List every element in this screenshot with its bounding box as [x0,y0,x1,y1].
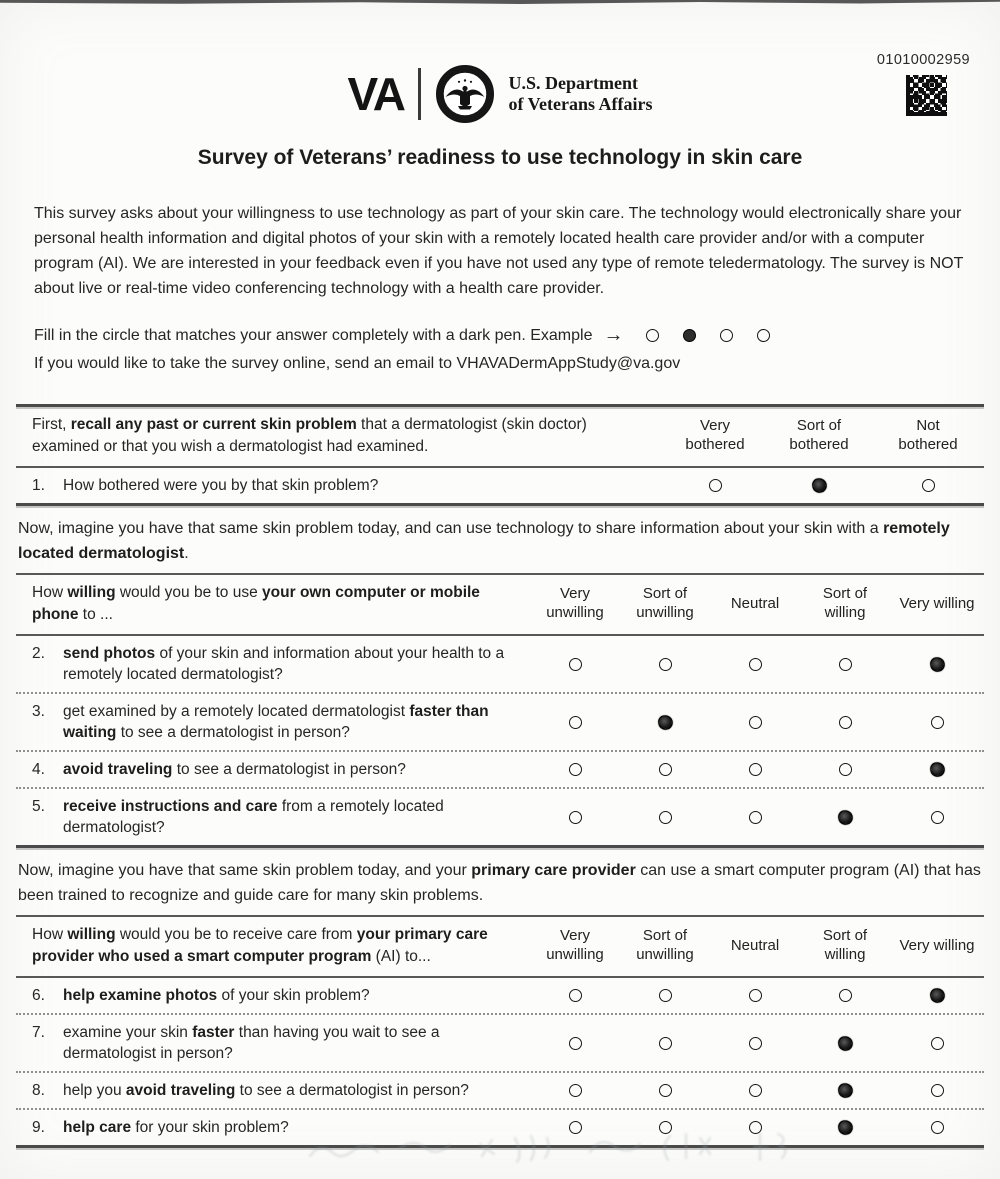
question-number: 1. [32,477,45,494]
rule [16,845,984,848]
question-text: help you avoid traveling to see a dermatologist in person? [63,1082,469,1099]
answer-circle[interactable] [922,479,935,492]
answer-circle[interactable] [749,1037,762,1050]
answer-circle[interactable] [839,658,852,671]
instructions [34,324,968,373]
answer-circle[interactable] [659,1037,672,1050]
section3-prompt: How willing would you be to receive care from your primary care provider who used a smart computer program (AI) to... [32,926,488,965]
question-number: 4. [32,761,45,778]
answer-circle[interactable] [931,716,944,729]
column-header: Very willing [899,594,975,612]
column-header: Very unwilling [546,585,604,621]
question-text: examine your skin faster than having you wait to see a dermatologist in person? [63,1024,440,1062]
column-header: Very unwilling [546,927,604,963]
answer-circle[interactable] [839,989,852,1002]
section2-header [16,575,984,634]
page-title: Survey of Veterans’ readiness to use technology in skin care [197,146,803,169]
question-row-5 [16,789,984,845]
answer-circle[interactable] [749,989,762,1002]
answer-circle[interactable] [569,716,582,729]
question-text: How bothered were you by that skin problem? [63,477,379,494]
column-header: Sort of unwilling [636,927,694,963]
va-logo [0,0,1000,126]
rule [16,503,984,506]
answer-circle[interactable] [929,987,945,1003]
answer-circle[interactable] [929,656,945,672]
answer-circle[interactable] [837,1035,853,1051]
question-text: avoid traveling to see a dermatologist in person? [63,761,406,778]
question-number: 6. [32,987,45,1004]
column-header: Neutral [730,936,780,954]
answer-circle[interactable] [569,811,582,824]
question-number: 2. [32,645,45,662]
question-number: 5. [32,798,45,815]
answer-circle[interactable] [569,658,582,671]
answer-circle[interactable] [749,811,762,824]
form-number: 01010002959 [876,52,970,68]
arrow-icon: → [603,324,624,346]
section2-preamble: Now, imagine you have that same skin problem today, and can use technology to share information about your skin with a remotely located dermatologist. [18,520,950,562]
logo-divider [418,68,421,120]
section3-header [16,917,984,976]
answer-circle[interactable] [749,1084,762,1097]
section3-preamble: Now, imagine you have that same skin problem today, and your primary care provider can use a smart computer program (AI) that has been trained to recognize and guide care for many skin problems. [18,862,981,904]
column-header: Not bothered [898,417,958,453]
answer-circle[interactable] [569,763,582,776]
va-logotype: VA [347,68,404,120]
question-row-6 [16,978,984,1013]
answer-circle[interactable] [837,809,853,825]
answer-circle[interactable] [931,1084,944,1097]
online-instruction-line: If you would like to take the survey online, send an email to VHAVADermAppStudy@va.gov [34,355,681,372]
section1-prompt: First, recall any past or current skin problem that a dermatologist (skin doctor) examined or that you wish a dermatologist had examined. [32,416,587,455]
bleedthrough-handwriting [290,1118,850,1173]
dept-name: U.S. Department of Veterans Affairs [508,72,653,114]
section-skin-problem [16,404,984,506]
answer-circle[interactable] [839,716,852,729]
column-header: Sort of willing [822,585,868,621]
column-header: Sort of willing [822,927,868,963]
column-header: Very willing [899,936,975,954]
email-address: VHAVADermAppStudy@va.gov [456,355,681,372]
question-row-8 [16,1073,984,1108]
question-text: help care for your skin problem? [63,1119,289,1136]
question-number: 9. [32,1119,45,1136]
answer-circle[interactable] [749,716,762,729]
section2-prompt: How willing would you be to use your own computer or mobile phone to ... [32,584,480,623]
answer-circle[interactable] [749,658,762,671]
column-header: Sort of bothered [789,417,849,453]
answer-circle[interactable] [659,811,672,824]
answer-circle[interactable] [709,479,722,492]
question-text: receive instructions and care from a remotely located dermatologist? [63,798,444,836]
answer-circle[interactable] [659,989,672,1002]
answer-circle[interactable] [929,761,945,777]
column-header: Very bothered [685,417,745,453]
answer-circle[interactable] [569,1037,582,1050]
answer-circle[interactable] [839,763,852,776]
question-row-3 [16,694,984,750]
va-seal-icon [435,64,495,124]
example-circle [720,329,733,342]
section1-header [16,407,984,466]
answer-circle[interactable] [931,1121,944,1134]
question-row-1 [16,468,984,503]
section-own-device-table [16,573,984,848]
question-number: 8. [32,1082,45,1099]
answer-circle[interactable] [931,811,944,824]
answer-circle[interactable] [657,714,673,730]
question-number: 3. [32,703,45,720]
data-matrix-barcode-icon [906,75,947,116]
question-row-2 [16,636,984,692]
answer-circle[interactable] [811,477,827,493]
column-header: Neutral [730,594,780,612]
example-circle [683,329,696,342]
answer-circle[interactable] [749,763,762,776]
question-row-7 [16,1015,984,1071]
question-row-4 [16,752,984,787]
question-text: send photos of your skin and information about your health to a remotely located dermatologist? [63,645,505,683]
fill-instruction-line: Fill in the circle that matches your answer completely with a dark pen. Example → [34,324,968,347]
answer-circle[interactable] [569,1084,582,1097]
intro-paragraph: This survey asks about your willingness to use technology as part of your skin care. The technology would electronically share your personal health information and digital photos of your skin with a remotely located health care provider and/or with a computer program (AI). We are interested in your feedback even if you have not used any type of remote teledermatology. The survey is NOT about live or real-time video conferencing technology with a health care provider. [34,205,964,297]
question-number: 7. [32,1024,45,1041]
example-circles [646,329,770,342]
question-text: get examined by a remotely located dermatologist faster than waiting to see a dermatologist in person? [63,703,489,741]
question-text: help examine photos of your skin problem? [63,987,370,1004]
answer-circle[interactable] [837,1082,853,1098]
section-primary-care-ai-table [16,915,984,1148]
answer-circle[interactable] [659,1084,672,1097]
answer-circle[interactable] [931,1037,944,1050]
answer-circle[interactable] [659,763,672,776]
column-header: Sort of unwilling [636,585,694,621]
example-circle [757,329,770,342]
example-circle [646,329,659,342]
answer-circle[interactable] [659,658,672,671]
answer-circle[interactable] [569,989,582,1002]
